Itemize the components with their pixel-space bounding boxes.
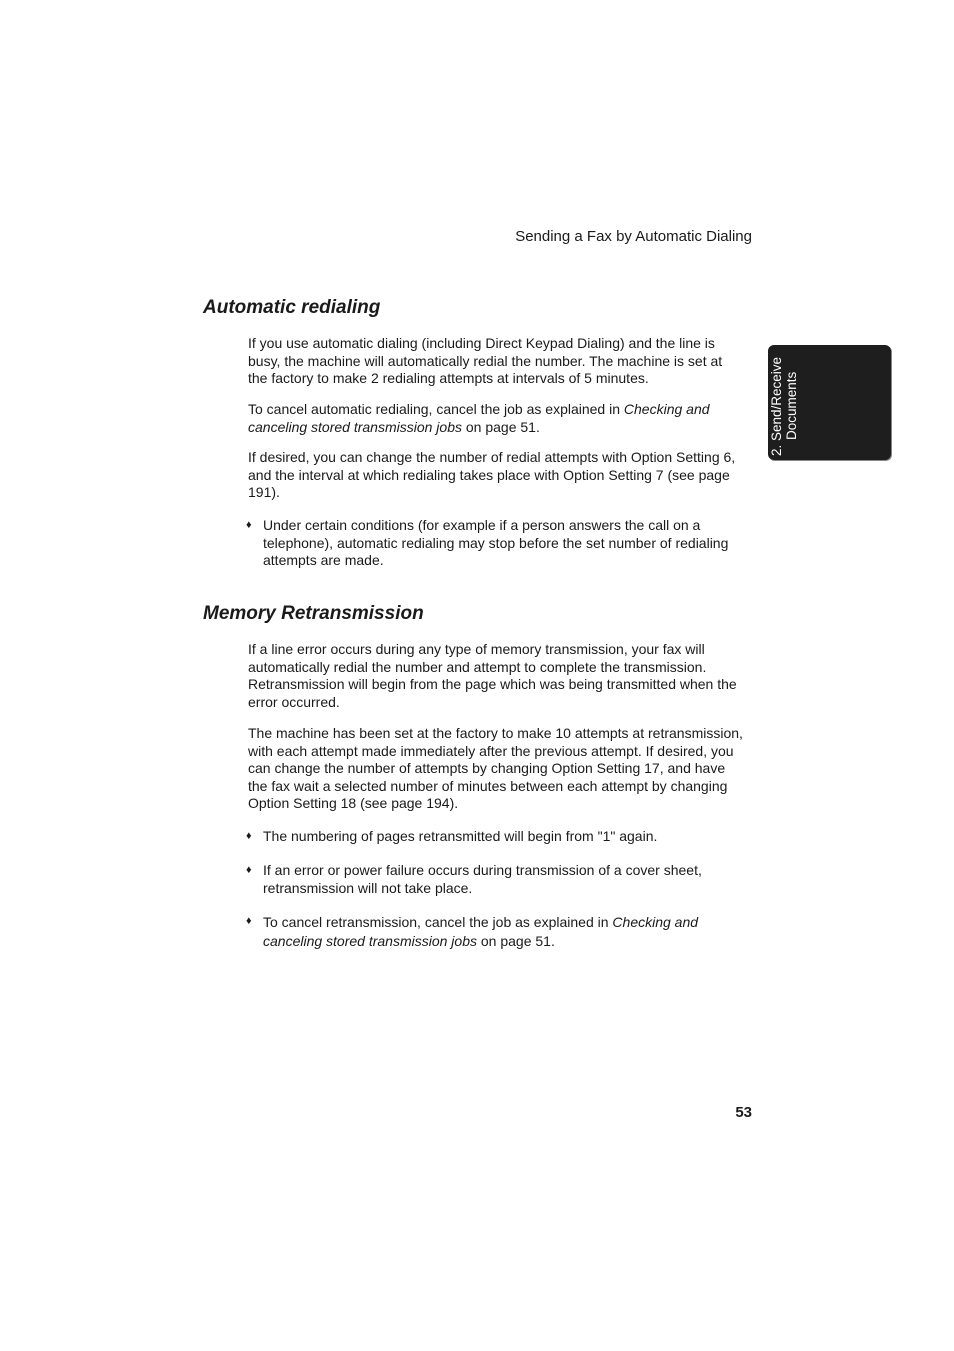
paragraph-text: on page 51.	[462, 418, 540, 435]
bullet-text-part: To cancel retransmission, cancel the job as explained in	[263, 914, 613, 930]
diamond-bullet-icon: ♦	[246, 830, 252, 842]
bullet-text: If an error or power failure occurs during transmission of a cover sheet, retransmission will not take place.	[263, 862, 702, 896]
diamond-bullet-icon: ♦	[246, 519, 252, 531]
bullet-text-part: on page 51.	[477, 933, 555, 949]
chapter-tab-line-2: Documents	[783, 371, 799, 440]
bullet-text: Under certain conditions (for example if a person answers the call on a telephone), automatic redialing may stop before the set number of redialing attempts are made.	[263, 517, 729, 569]
paragraph: If desired, you can change the number of redial attempts with Option Setting 6, and the interval at which redialing takes place with Option Setting 7 (see page 191).	[248, 449, 736, 501]
chapter-tab-line-1: 2. Send/Receive	[769, 356, 784, 456]
section-heading-automatic-redialing: Automatic redialing	[203, 297, 381, 318]
bullet-text	[263, 913, 743, 951]
paragraph: If you use automatic dialing (including Direct Keypad Dialing) and the line is busy, the machine will automatically redial the number. The machine is set at the factory to make 2 redialing attempts at intervals of 5 minutes.	[248, 335, 723, 387]
bullet-item	[246, 828, 743, 846]
cross-reference-link: Checking and canceling stored transmission jobs	[248, 401, 710, 435]
bullet-item	[246, 913, 743, 951]
cross-reference-link: Checking and canceling stored transmission jobs	[263, 914, 699, 949]
page-number: 53	[735, 1104, 752, 1121]
bullet-text: The numbering of pages retransmitted will begin from "1" again.	[263, 828, 658, 844]
paragraph: The machine has been set at the factory to make 10 attempts at retransmission, with each attempt made immediately after the previous attempt. If desired, you can change the number of attempts by changing Option Setting 17, and have the fax wait a selected number of minutes between each attempt by changing Option Setting 18 (see page 194).	[248, 725, 743, 812]
paragraph-text: To cancel automatic redialing, cancel the job as explained in	[248, 401, 624, 417]
diamond-bullet-icon: ♦	[246, 915, 252, 927]
section-heading-memory-retransmission: Memory Retransmission	[203, 603, 424, 624]
running-header: Sending a Fax by Automatic Dialing	[515, 228, 752, 245]
chapter-tab[interactable]	[768, 345, 891, 460]
diamond-bullet-icon: ♦	[246, 864, 252, 876]
bullet-item	[246, 862, 743, 897]
paragraph: If a line error occurs during any type of memory transmission, your fax will automatically redial the number and attempt to complete the transmission. Retransmission will begin from the page which was being transmitted when the error occurred.	[248, 641, 737, 710]
paragraph	[248, 401, 743, 436]
bullet-item	[246, 517, 743, 570]
chapter-tab-label	[770, 357, 799, 456]
